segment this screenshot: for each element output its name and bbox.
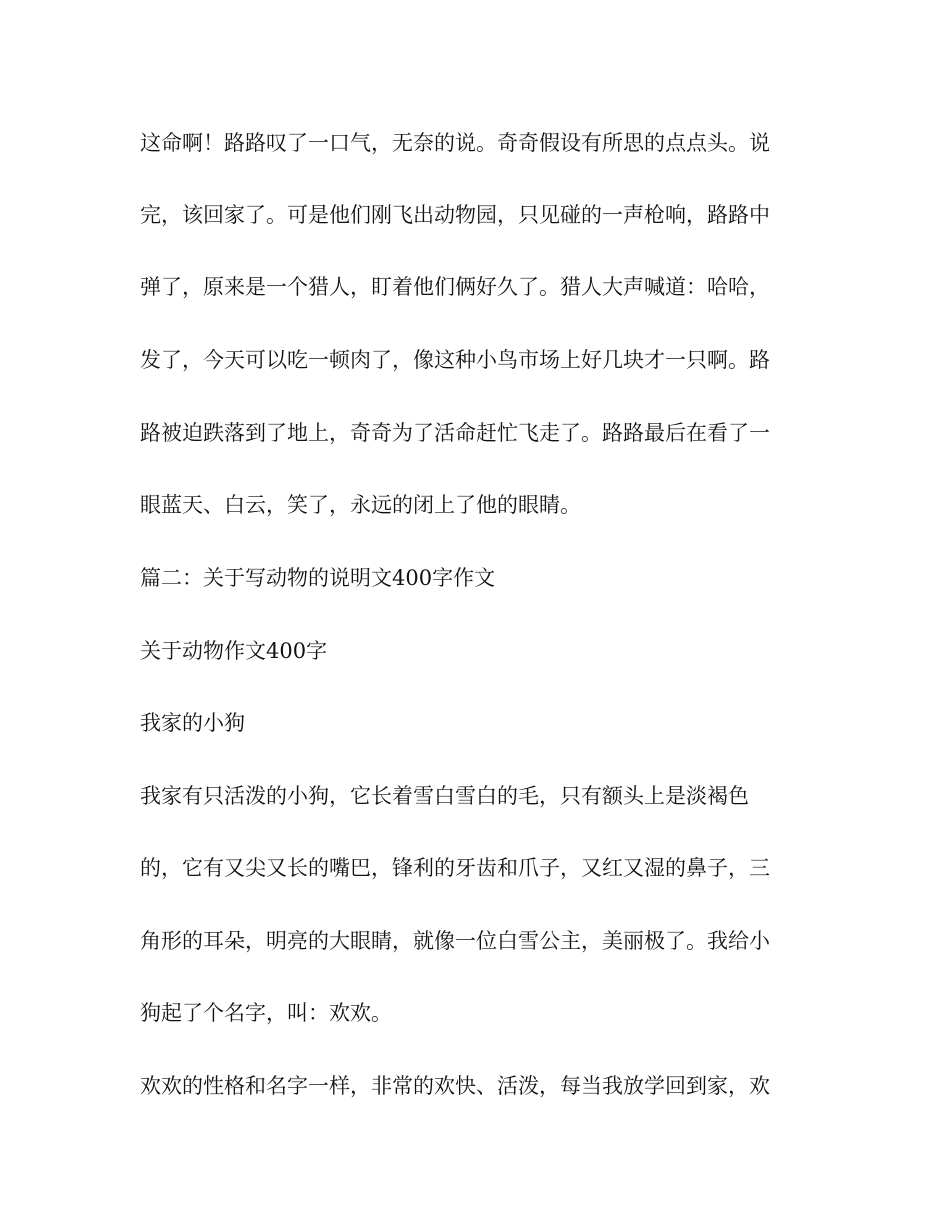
paragraph-line: 我家有只活泼的小狗，它长着雪白雪白的毛，只有额头上是淡褐色 <box>140 784 749 808</box>
paragraph-line: 这命啊！路路叹了一口气，无奈的说。奇奇假设有所思的点点头。说 <box>140 131 770 155</box>
paragraph-line: 的，它有又尖又长的嘴巴，锋利的牙齿和爪子，又红又湿的鼻子，三 <box>140 856 770 880</box>
paragraph-line: 狗起了个名字，叫：欢欢。 <box>140 1001 392 1025</box>
paragraph-line: 眼蓝天、白云，笑了，永远的闭上了他的眼睛。 <box>140 493 581 517</box>
essay-title: 关于动物作文400字 <box>140 639 328 663</box>
paragraph-line: 欢欢的性格和名字一样，非常的欢快、活泼，每当我放学回到家，欢 <box>140 1074 770 1098</box>
paragraph-line: 发了，今天可以吃一顿肉了，像这种小鸟市场上好几块才一只啊。路 <box>140 348 770 372</box>
paragraph-line: 路被迫跌落到了地上，奇奇为了活命赶忙飞走了。路路最后在看了一 <box>140 421 770 445</box>
paragraph-line: 完，该回家了。可是他们刚飞出动物园，只见碰的一声枪响，路路中 <box>140 203 770 227</box>
paragraph-line: 角形的耳朵，明亮的大眼睛，就像一位白雪公主，美丽极了。我给小 <box>140 929 770 953</box>
paragraph-line: 弹了，原来是一个猎人，盯着他们俩好久了。猎人大声喊道：哈哈， <box>140 275 770 299</box>
essay-subtitle: 我家的小狗 <box>140 711 245 735</box>
section-heading: 篇二：关于写动物的说明文400字作文 <box>140 566 496 590</box>
